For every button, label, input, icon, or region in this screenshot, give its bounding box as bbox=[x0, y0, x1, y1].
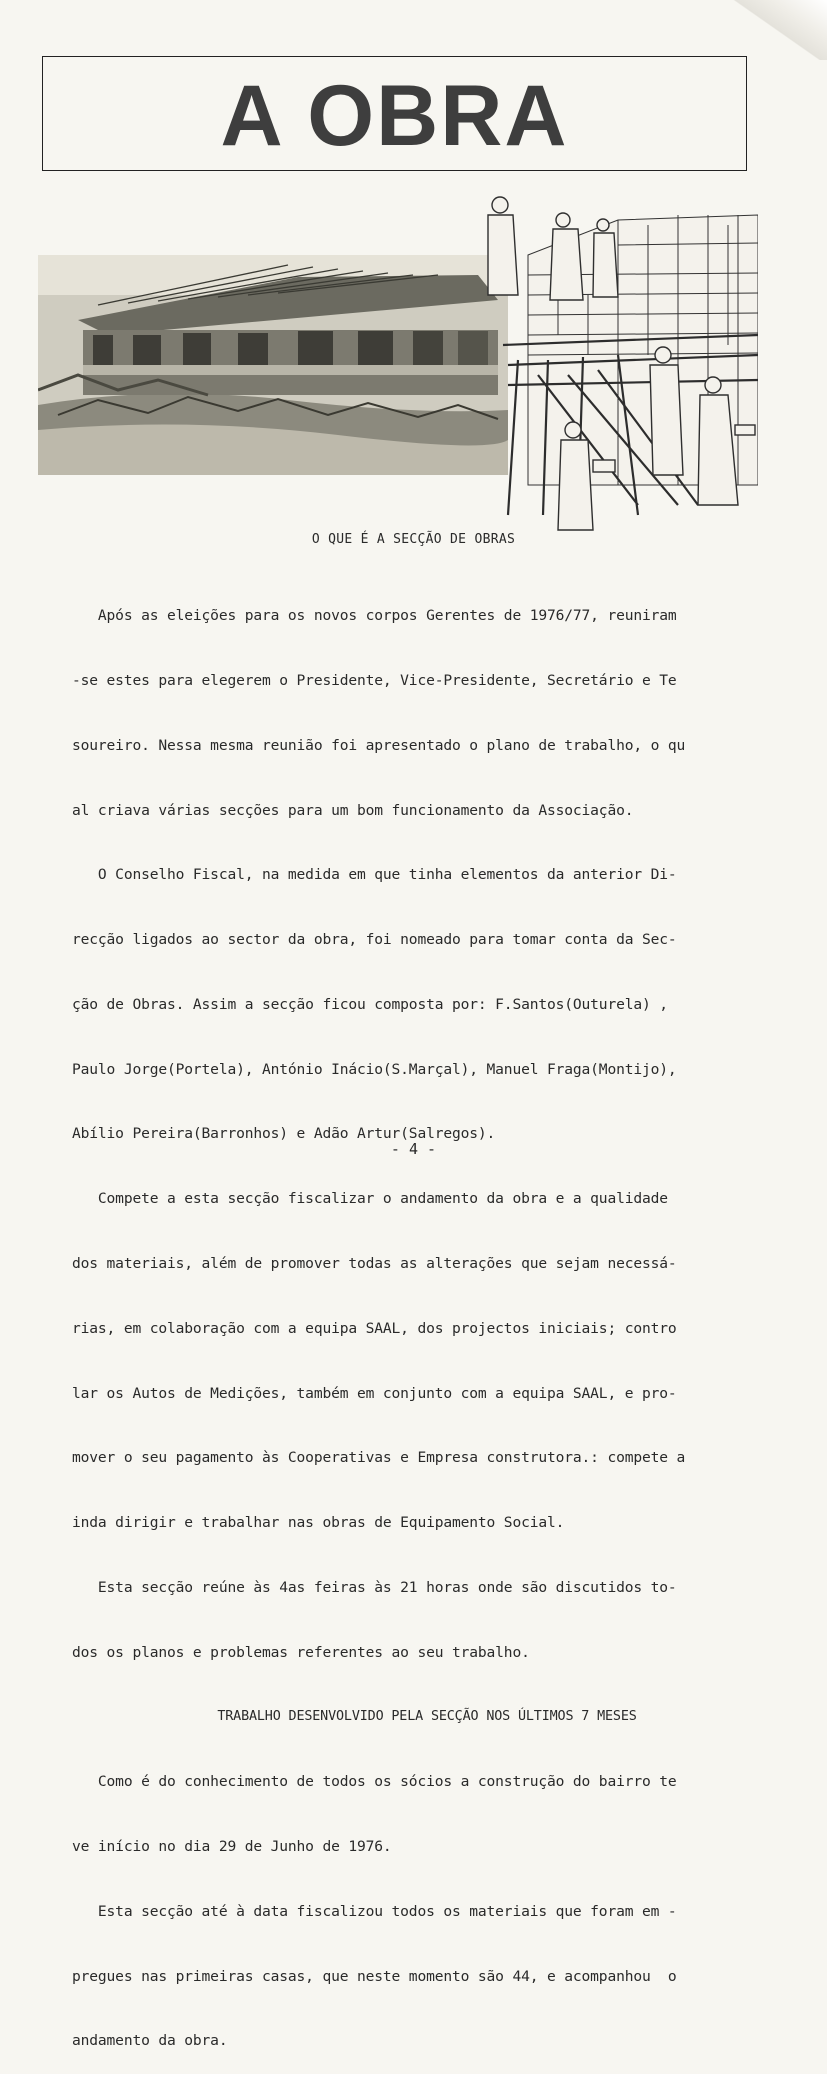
body-line: recção ligados ao sector da obra, foi nomeado para tomar conta da Sec- bbox=[72, 931, 677, 949]
body-line: soureiro. Nessa mesma reunião foi apresentado o plano de trabalho, o qu bbox=[72, 736, 686, 754]
body-line: andamento da obra. bbox=[72, 2032, 228, 2050]
body-line: inda dirigir e trabalhar nas obras de Equipamento Social. bbox=[72, 1514, 565, 1532]
section-heading: O QUE É A SECÇÃO DE OBRAS bbox=[311, 532, 516, 547]
construction-illustration bbox=[38, 185, 758, 545]
article-body bbox=[72, 562, 772, 2074]
page-number: - 4 - bbox=[390, 1140, 437, 1158]
body-line: lar os Autos de Medições, também em conjunto com a equipa SAAL, e pro- bbox=[72, 1384, 677, 1402]
body-line: Esta secção até à data fiscalizou todos os materiais que foram em - bbox=[72, 1902, 677, 1920]
subheading: TRABALHO DESENVOLVIDO PELA SECÇÃO NOS ÚLTIMOS 7 MESES bbox=[217, 1709, 637, 1725]
body-line: rias, em colaboração com a equipa SAAL, dos projectos iniciais; contro bbox=[72, 1319, 677, 1337]
body-line: dos materiais, além de promover todas as alterações que sejam necessá- bbox=[72, 1255, 677, 1272]
body-line: Paulo Jorge(Portela), António Inácio(S.Marçal), Manuel Fraga(Montijo), bbox=[72, 1060, 677, 1078]
body-line: al criava várias secções para um bom funcionamento da Associação. bbox=[72, 801, 634, 819]
body-line: -se estes para elegerem o Presidente, Vice-Presidente, Secretário e Te bbox=[72, 671, 677, 689]
body-line: Compete a esta secção fiscalizar o andamento da obra e a qualidade bbox=[72, 1190, 668, 1208]
body-line: mover o seu pagamento às Cooperativas e Empresa construtora.: compete a bbox=[72, 1449, 686, 1467]
page-corner-fold bbox=[732, 0, 827, 60]
body-line: ção de Obras. Assim a secção ficou composta por: F.Santos(Outurela) , bbox=[72, 995, 668, 1013]
body-line: Como é do conhecimento de todos os sócios a construção do bairro te bbox=[72, 1773, 677, 1791]
body-line: Após as eleições para os novos corpos Gerentes de 1976/77, reuniram bbox=[72, 607, 677, 625]
body-line: O Conselho Fiscal, na medida em que tinha elementos da anterior Di- bbox=[72, 866, 677, 884]
title-box bbox=[42, 56, 747, 171]
body-line: Abílio Pereira(Barronhos) e Adão Artur(Salregos). bbox=[72, 1125, 496, 1143]
body-line: dos os planos e problemas referentes ao seu trabalho. bbox=[72, 1643, 530, 1661]
body-line: Esta secção reúne às 4as feiras às 21 horas onde são discutidos to- bbox=[72, 1578, 677, 1596]
page-title: A OBRA bbox=[220, 68, 569, 164]
body-line: pregues nas primeiras casas, que neste momento são 44, e acompanhou o bbox=[72, 1967, 677, 1985]
body-line: ve início no dia 29 de Junho de 1976. bbox=[72, 1838, 392, 1856]
